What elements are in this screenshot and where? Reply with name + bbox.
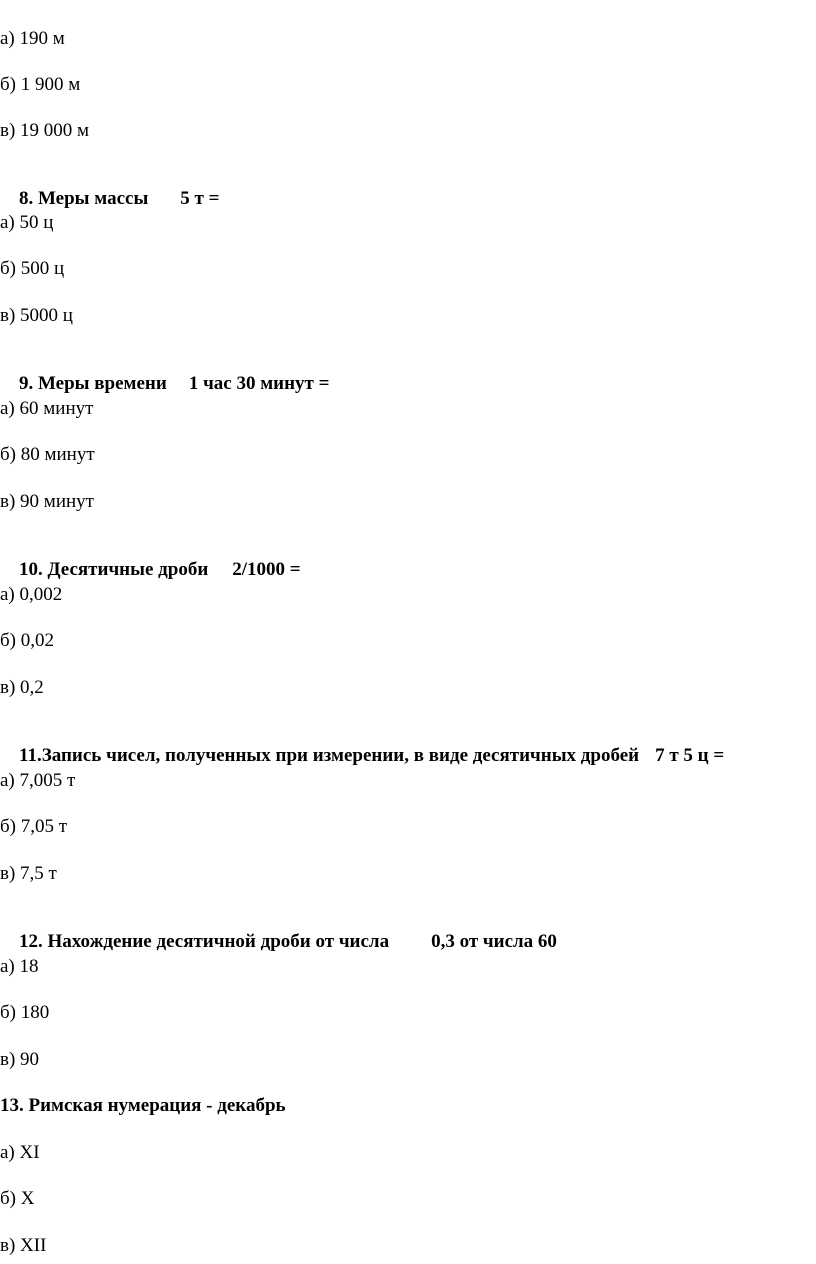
question-10-title: 10. Десятичные дроби <box>19 559 209 580</box>
answer-option-v: в) 19 000 м <box>0 120 90 141</box>
question-12-option-b: б) 180 <box>0 1002 50 1023</box>
question-11-heading <box>0 723 724 789</box>
question-12-expression: 0,3 от числа 60 <box>431 931 557 952</box>
question-9-option-b: б) 80 минут <box>0 444 95 465</box>
question-9-option-a: а) 60 минут <box>0 398 94 419</box>
question-9-expression: 1 час 30 минут = <box>188 373 330 394</box>
question-10-expression: 2/1000 = <box>232 559 301 580</box>
question-13-heading: 13. Римская нумерация - декабрь <box>0 1095 286 1116</box>
question-11-option-b: б) 7,05 т <box>0 816 68 837</box>
question-11-title: 11.Запись чисел, полученных при измерении, в виде десятичных дробей <box>19 745 640 766</box>
question-8-expression: 5 т = <box>180 188 220 209</box>
question-12-title: 12. Нахождение десятичной дроби от числа <box>19 931 390 952</box>
question-8-option-v: в) 5000 ц <box>0 305 73 326</box>
question-8-option-b: б) 500 ц <box>0 258 65 279</box>
question-13-option-b: б) X <box>0 1188 35 1209</box>
question-13-option-v: в) XII <box>0 1235 47 1256</box>
question-10-option-a: а) 0,002 <box>0 584 63 605</box>
question-12-option-a: а) 18 <box>0 956 39 977</box>
question-13-option-a: а) XI <box>0 1142 40 1163</box>
question-10-option-b: б) 0,02 <box>0 630 54 651</box>
question-10-option-v: в) 0,2 <box>0 677 44 698</box>
question-11-option-v: в) 7,5 т <box>0 863 57 884</box>
question-12-heading <box>0 909 557 975</box>
question-8-title: 8. Меры массы <box>19 188 149 209</box>
question-11-expression: 7 т 5 ц = <box>655 745 725 766</box>
question-12-option-v: в) 90 <box>0 1049 40 1070</box>
question-9-title: 9. Меры времени <box>19 373 167 394</box>
answer-option-a: а) 190 м <box>0 28 65 49</box>
question-9-option-v: в) 90 минут <box>0 491 94 512</box>
question-8-option-a: а) 50 ц <box>0 212 54 233</box>
answer-option-b: б) 1 900 м <box>0 74 81 95</box>
question-11-option-a: а) 7,005 т <box>0 770 76 791</box>
